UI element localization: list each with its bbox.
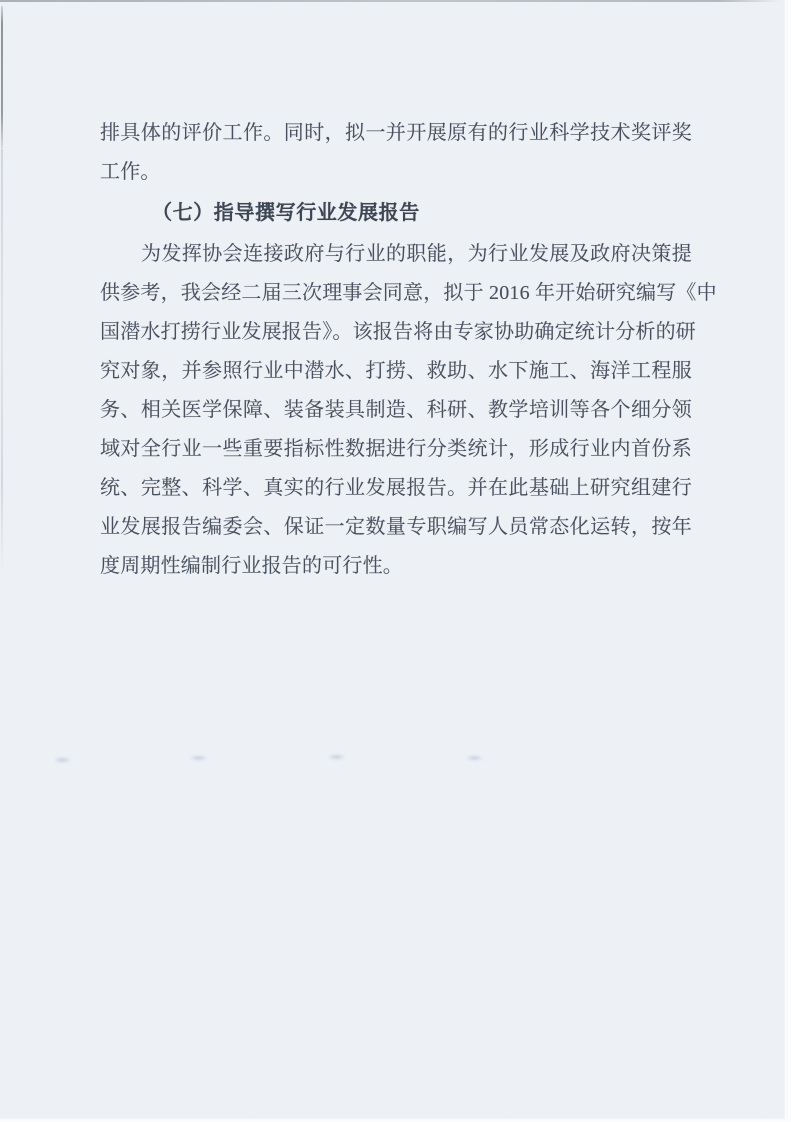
bleed-through-mark bbox=[54, 757, 71, 763]
scan-edge-right bbox=[784, 0, 791, 1122]
text-line: 统、完整、科学、真实的行业发展报告。并在此基础上研究组建行 bbox=[100, 477, 692, 499]
body-paragraph bbox=[100, 235, 717, 586]
scan-edge-bottom bbox=[0, 1118, 791, 1122]
text-line: 务、相关医学保障、装备装具制造、科研、教学培训等各个细分领 bbox=[100, 399, 692, 421]
bleed-through-mark bbox=[466, 755, 483, 761]
text-line: 供参考，我会经二届三次理事会同意，拟于 2016 年开始研究编写《中 bbox=[100, 282, 717, 304]
text-line: 度周期性编制行业报告的可行性。 bbox=[100, 555, 403, 577]
text-line: 国潜水打捞行业发展报告》。该报告将由专家协助确定统计分析的研 bbox=[100, 321, 696, 343]
section-heading: （七）指导撰写行业发展报告 bbox=[152, 202, 420, 224]
document-text-block bbox=[100, 114, 717, 586]
continuation-paragraph bbox=[100, 114, 692, 192]
text-line: 排具体的评价工作。同时，拟一并开展原有的行业科学技术奖评奖 bbox=[100, 122, 692, 144]
text-line: 为发挥协会连接政府与行业的职能，为行业发展及政府决策提 bbox=[141, 243, 692, 265]
text-line: 域对全行业一些重要指标性数据进行分类统计，形成行业内首份系 bbox=[100, 438, 692, 460]
scan-edge-left bbox=[1, 6, 3, 151]
scan-edge-left-faint bbox=[1, 150, 3, 570]
text-line: 业发展报告编委会、保证一定数量专职编写人员常态化运转，按年 bbox=[100, 516, 692, 538]
bleed-through-mark bbox=[328, 754, 345, 760]
text-line: 工作。 bbox=[100, 161, 161, 183]
text-line: 究对象，并参照行业中潜水、打捞、救助、水下施工、海洋工程服 bbox=[100, 360, 692, 382]
bleed-through-mark bbox=[190, 755, 207, 761]
scan-edge-top bbox=[0, 0, 780, 2]
